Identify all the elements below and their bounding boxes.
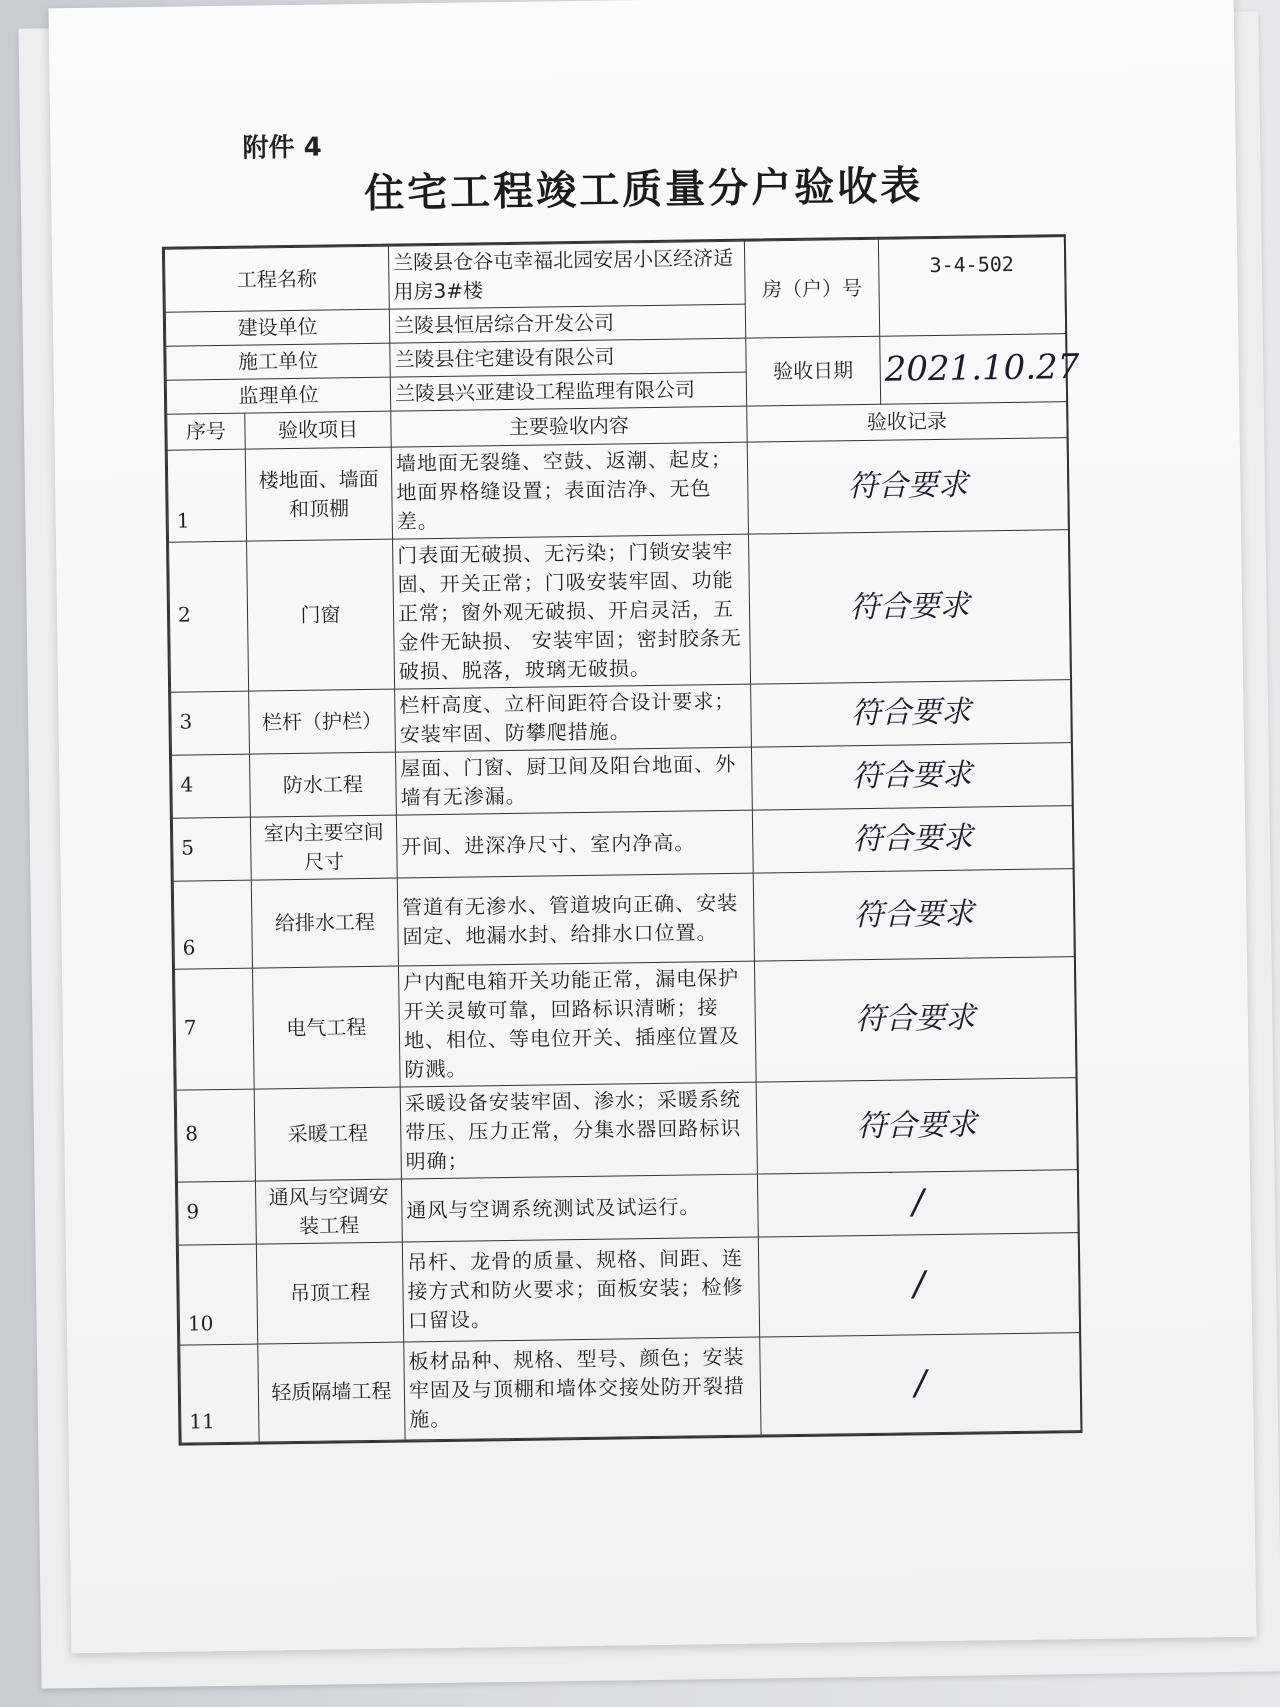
acceptance-table bbox=[162, 234, 1083, 1446]
row-seq: 2 bbox=[169, 541, 249, 692]
row-item: 采暖工程 bbox=[254, 1087, 401, 1181]
row-record-signature: 符合要求 bbox=[748, 530, 1070, 684]
row-content: 采暖设备安装牢固、渗水；采暖系统带压、压力正常，分集水器回路标识明确； bbox=[400, 1082, 757, 1179]
row-content: 通风与空调系统测试及试运行。 bbox=[401, 1174, 758, 1242]
table-row bbox=[180, 1333, 1081, 1444]
date-label: 验收日期 bbox=[746, 336, 881, 406]
row-record-signature: 符合要求 bbox=[747, 438, 1068, 534]
row-item: 通风与空调安装工程 bbox=[255, 1179, 402, 1244]
project-name-label: 工程名称 bbox=[164, 246, 389, 312]
row-seq: 10 bbox=[178, 1244, 257, 1345]
constructor-label: 施工单位 bbox=[166, 343, 390, 380]
row-record-signature: 符合要求 bbox=[754, 957, 1076, 1082]
row-seq: 5 bbox=[172, 817, 251, 881]
row-record-signature: 符合要求 bbox=[751, 743, 1072, 810]
date-signature: 2021.10.27 bbox=[880, 334, 1067, 405]
row-record-signature: 符合要求 bbox=[751, 680, 1072, 747]
supervisor-value: 兰陵县兴亚建设工程监理有限公司 bbox=[390, 372, 746, 411]
room-label: 房（户）号 bbox=[744, 239, 879, 338]
row-item: 楼地面、墙面和顶棚 bbox=[245, 447, 392, 541]
col-item-header: 验收项目 bbox=[245, 411, 391, 449]
row-content: 户内配电箱开关功能正常，漏电保护开关灵敏可靠，回路标识清晰；接地、相位、等电位开关、插座位置及防溅。 bbox=[398, 961, 756, 1087]
row-seq: 3 bbox=[171, 691, 250, 755]
attachment-label: 附件 4 bbox=[242, 132, 322, 164]
table-row bbox=[178, 1233, 1079, 1346]
table-row bbox=[167, 438, 1068, 543]
row-seq: 1 bbox=[167, 449, 246, 542]
row-record-slash: / bbox=[760, 1333, 1081, 1435]
room-number: 3-4-502 bbox=[878, 237, 1065, 337]
row-seq: 7 bbox=[175, 968, 255, 1090]
row-content: 栏杆高度、立杆间距符合设计要求；安装牢固、防攀爬措施。 bbox=[395, 684, 752, 752]
row-content: 开间、进深净尺寸、室内净高。 bbox=[396, 810, 753, 878]
row-item: 给排水工程 bbox=[251, 878, 398, 968]
row-record-slash: / bbox=[757, 1170, 1078, 1237]
row-record-slash: / bbox=[758, 1233, 1079, 1337]
row-seq: 6 bbox=[173, 880, 252, 969]
row-seq: 11 bbox=[180, 1344, 259, 1443]
row-item: 门窗 bbox=[247, 539, 395, 691]
row-content: 门表面无破损、无污染；门锁安装牢固、开关正常；门吸安装牢固、功能正常；窗外观无破损、开启灵活，五金件无缺损、 安装牢固；密封胶条无破损、脱落，玻璃无破损。 bbox=[393, 534, 751, 689]
project-name: 兰陵县仓谷屯幸福北园安居小区经济适用房3#楼 bbox=[388, 241, 745, 309]
builder-value: 兰陵县恒居综合开发公司 bbox=[389, 304, 745, 343]
row-content: 墙地面无裂缝、空鼓、返潮、起皮；地面界格缝设置；表面洁净、无色差。 bbox=[391, 442, 748, 539]
row-item: 室内主要空间尺寸 bbox=[250, 815, 397, 880]
table-row bbox=[173, 869, 1074, 970]
col-seq-header: 序号 bbox=[167, 413, 245, 450]
row-record-signature: 符合要求 bbox=[752, 806, 1073, 873]
row-item: 吊顶工程 bbox=[256, 1242, 403, 1344]
row-item: 栏杆（护栏） bbox=[249, 689, 396, 754]
row-item: 防水工程 bbox=[250, 752, 397, 817]
row-content: 吊杆、龙骨的质量、规格、间距、连接方式和防火要求；面板安装；检修口留设。 bbox=[402, 1237, 759, 1342]
document-page bbox=[49, 0, 1257, 1653]
row-content: 板材品种、规格、型号、颜色；安装牢固及与顶棚和墙体交接处防开裂措施。 bbox=[404, 1337, 761, 1440]
row-content: 屋面、门窗、厨卫间及阳台地面、外墙有无渗漏。 bbox=[395, 747, 752, 815]
supervisor-label: 监理单位 bbox=[166, 377, 390, 414]
table-row bbox=[169, 530, 1071, 693]
constructor-value: 兰陵县住宅建设有限公司 bbox=[390, 338, 746, 377]
row-record-signature: 符合要求 bbox=[756, 1078, 1077, 1174]
row-record-signature: 符合要求 bbox=[753, 869, 1074, 961]
col-record-header: 验收记录 bbox=[747, 402, 1067, 442]
table-row bbox=[175, 957, 1077, 1091]
row-seq: 4 bbox=[172, 754, 251, 818]
row-seq: 9 bbox=[177, 1181, 256, 1245]
page-title: 住宅工程竣工质量分户验收表 bbox=[363, 163, 924, 217]
row-item: 电气工程 bbox=[252, 966, 400, 1089]
table-row bbox=[176, 1078, 1077, 1183]
col-content-header: 主要验收内容 bbox=[391, 406, 747, 447]
row-seq: 8 bbox=[176, 1089, 255, 1182]
builder-label: 建设单位 bbox=[165, 309, 389, 346]
row-content: 管道有无渗水、管道坡向正确、安装固定、地漏水封、给排水口位置。 bbox=[397, 873, 754, 966]
row-item: 轻质隔墙工程 bbox=[258, 1342, 405, 1442]
